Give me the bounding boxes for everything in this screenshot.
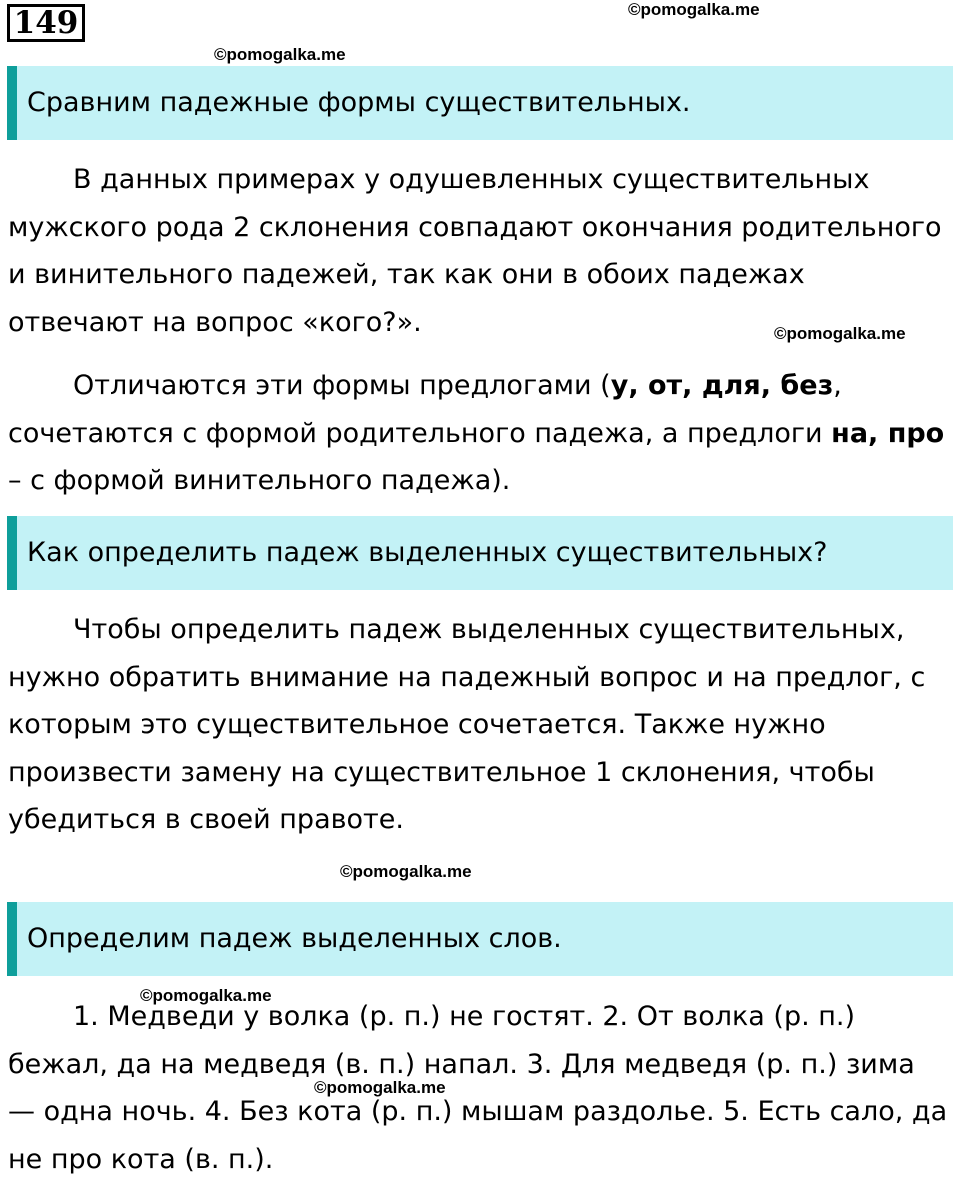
paragraph-case-endings (8, 156, 948, 346)
paragraph-prepositions (8, 362, 948, 505)
section-heading-determine-case (7, 902, 953, 976)
paragraph-text: Отличаются эти формы предлогами ( (73, 370, 611, 401)
paragraph-text: – с формой винительного падежа). (8, 465, 511, 496)
paragraph-text: 1. Медведи у волка (р. п.) не гостят. 2. От волка (р. п.) бежал, да на медведя (в. п.) напал. 3. Для медведя (р. п.) зима — одна ночь. 4. Без кота (р. п.) мышам раздолье. 5. Есть сало, да не про кота (в. п.). (8, 1001, 948, 1175)
task-number-box: 149 (7, 4, 85, 42)
paragraph-text: , сочетаются с формой родительного падежа, а предлоги (8, 370, 842, 449)
section-heading-compare (7, 66, 953, 140)
watermark: ©pomogalka.me (140, 986, 272, 1005)
paragraph-examples (8, 993, 948, 1183)
watermark: ©pomogalka.me (340, 862, 472, 881)
paragraph-text: В данных примерах у одушевленных существительных мужского рода 2 склонения совпадают окончания родительного и винительного падежей, так как они в обоих падежах отвечают на вопрос «кого?». (8, 164, 942, 338)
heading-text: Сравним падежные формы существительных. (27, 87, 691, 118)
watermark: ©pomogalka.me (314, 1078, 446, 1097)
bold-prepositions-genitive: у, от, для, без (610, 370, 834, 401)
heading-text: Как определить падеж выделенных существительных? (27, 537, 828, 568)
paragraph-text: Чтобы определить падеж выделенных существительных, нужно обратить внимание на падежный вопрос и на предлог, с которым это существительное сочетается. Также нужно произвести замену на существительное 1 склонения, чтобы убедиться в своей правоте. (8, 614, 926, 835)
heading-text: Определим падеж выделенных слов. (27, 923, 562, 954)
paragraph-method (8, 606, 948, 844)
watermark: ©pomogalka.me (628, 0, 760, 19)
watermark: ©pomogalka.me (214, 45, 346, 64)
section-heading-how-to-determine (7, 516, 953, 590)
bold-prepositions-accusative: на, про (831, 417, 945, 449)
watermark: ©pomogalka.me (774, 324, 906, 343)
